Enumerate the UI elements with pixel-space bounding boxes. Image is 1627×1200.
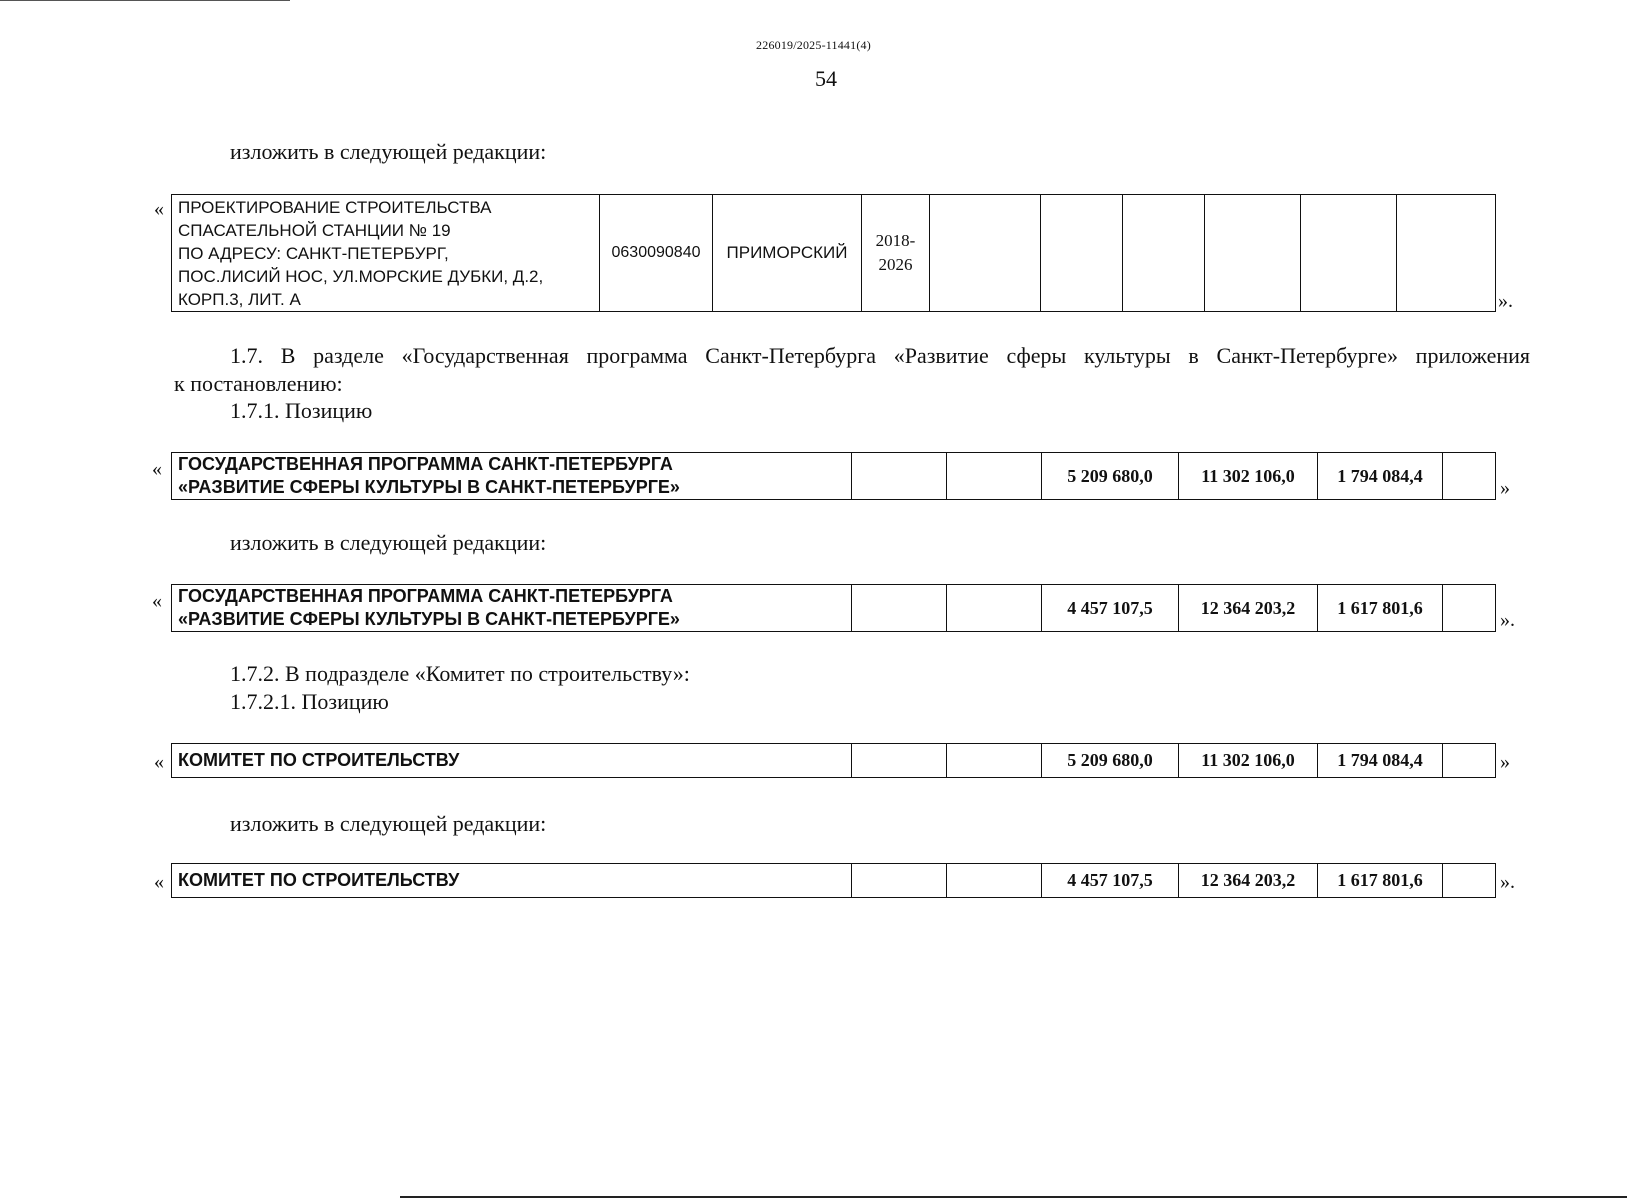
empty-cell xyxy=(930,195,1041,312)
open-quote-1: « xyxy=(154,198,164,220)
empty-cell xyxy=(1443,864,1496,898)
value-cell-2: 11 302 106,0 xyxy=(1179,453,1318,500)
intro-text-3: изложить в следующей редакции: xyxy=(230,811,547,836)
value-cell-2: 12 364 203,2 xyxy=(1179,585,1318,632)
table-row-committee-old xyxy=(171,743,1496,778)
value-cell-3: 1 617 801,6 xyxy=(1318,864,1443,898)
value-cell-1: 4 457 107,5 xyxy=(1042,864,1179,898)
close-quote-5: ». xyxy=(1500,871,1515,893)
section-1-7-line2: к постановлению: xyxy=(174,371,343,396)
table-row-program-old xyxy=(171,452,1496,500)
open-quote-3: « xyxy=(152,590,162,612)
value-cell-1: 5 209 680,0 xyxy=(1042,453,1179,500)
scan-bottom-edge xyxy=(400,1196,1627,1198)
empty-cell xyxy=(947,453,1042,500)
empty-cell xyxy=(852,864,947,898)
empty-cell xyxy=(852,453,947,500)
project-name-line: СПАСАТЕЛЬНОЙ СТАНЦИИ № 19 xyxy=(178,220,451,240)
program-name-cell xyxy=(172,585,852,632)
program-name-line: «РАЗВИТИЕ СФЕРЫ КУЛЬТУРЫ В САНКТ-ПЕТЕРБУРГЕ» xyxy=(178,609,680,629)
empty-cell xyxy=(947,864,1042,898)
intro-text-2: изложить в следующей редакции: xyxy=(230,530,547,555)
table-row-committee-new xyxy=(171,863,1496,898)
close-quote-1: ». xyxy=(1498,290,1513,312)
section-1-7-2: 1.7.2. В подразделе «Комитет по строительству»: xyxy=(230,661,690,686)
value-cell-2: 12 364 203,2 xyxy=(1179,864,1318,898)
empty-cell xyxy=(852,585,947,632)
project-name-line: ПОС.ЛИСИЙ НОС, УЛ.МОРСКИЕ ДУБКИ, Д.2, xyxy=(178,266,544,286)
table-row-program-new xyxy=(171,584,1496,632)
program-name-cell xyxy=(172,453,852,500)
close-quote-3: ». xyxy=(1500,609,1515,631)
empty-cell xyxy=(1123,195,1205,312)
project-name-cell xyxy=(172,195,600,312)
section-1-7-line1: 1.7. В разделе «Государственная программа Санкт-Петербурга «Развитие сферы культуры в Санкт-Петербурге» приложения xyxy=(230,343,1530,368)
empty-cell xyxy=(1041,195,1123,312)
empty-cell xyxy=(1397,195,1496,312)
project-name-line: ПО АДРЕСУ: САНКТ-ПЕТЕРБУРГ, xyxy=(178,243,449,263)
intro-text-1: изложить в следующей редакции: xyxy=(230,139,547,164)
years-start: 2018- xyxy=(875,231,916,250)
program-name-line: «РАЗВИТИЕ СФЕРЫ КУЛЬТУРЫ В САНКТ-ПЕТЕРБУРГЕ» xyxy=(178,477,680,497)
page-number: 54 xyxy=(815,66,837,91)
empty-cell xyxy=(1443,744,1496,778)
program-name-line: ГОСУДАРСТВЕННАЯ ПРОГРАММА САНКТ-ПЕТЕРБУРГА xyxy=(178,586,673,606)
value-cell-1: 4 457 107,5 xyxy=(1042,585,1179,632)
value-cell-3: 1 617 801,6 xyxy=(1318,585,1443,632)
section-1-7-1: 1.7.1. Позицию xyxy=(230,398,373,423)
empty-cell xyxy=(1301,195,1397,312)
table-row-project xyxy=(171,194,1496,312)
committee-name-cell: КОМИТЕТ ПО СТРОИТЕЛЬСТВУ xyxy=(172,864,852,898)
empty-cell xyxy=(1205,195,1301,312)
project-years-cell xyxy=(862,195,930,312)
project-code-cell: 0630090840 xyxy=(600,195,713,312)
value-cell-3: 1 794 084,4 xyxy=(1318,744,1443,778)
close-quote-2: » xyxy=(1500,477,1510,499)
empty-cell xyxy=(852,744,947,778)
committee-name-cell: КОМИТЕТ ПО СТРОИТЕЛЬСТВУ xyxy=(172,744,852,778)
program-name-line: ГОСУДАРСТВЕННАЯ ПРОГРАММА САНКТ-ПЕТЕРБУРГА xyxy=(178,454,673,474)
empty-cell xyxy=(1443,585,1496,632)
document-number: 226019/2025-11441(4) xyxy=(756,38,871,52)
project-name-line: КОРП.3, ЛИТ. А xyxy=(178,289,301,309)
value-cell-1: 5 209 680,0 xyxy=(1042,744,1179,778)
open-quote-4: « xyxy=(154,751,164,773)
empty-cell xyxy=(947,585,1042,632)
open-quote-5: « xyxy=(154,871,164,893)
value-cell-2: 11 302 106,0 xyxy=(1179,744,1318,778)
project-district-cell: ПРИМОРСКИЙ xyxy=(713,195,862,312)
scan-top-edge xyxy=(0,0,290,1)
years-end: 2026 xyxy=(878,255,913,274)
empty-cell xyxy=(947,744,1042,778)
value-cell-3: 1 794 084,4 xyxy=(1318,453,1443,500)
close-quote-4: » xyxy=(1500,751,1510,773)
empty-cell xyxy=(1443,453,1496,500)
project-name-line: ПРОЕКТИРОВАНИЕ СТРОИТЕЛЬСТВА xyxy=(178,197,492,217)
section-1-7-2-1: 1.7.2.1. Позицию xyxy=(230,689,389,714)
open-quote-2: « xyxy=(152,458,162,480)
